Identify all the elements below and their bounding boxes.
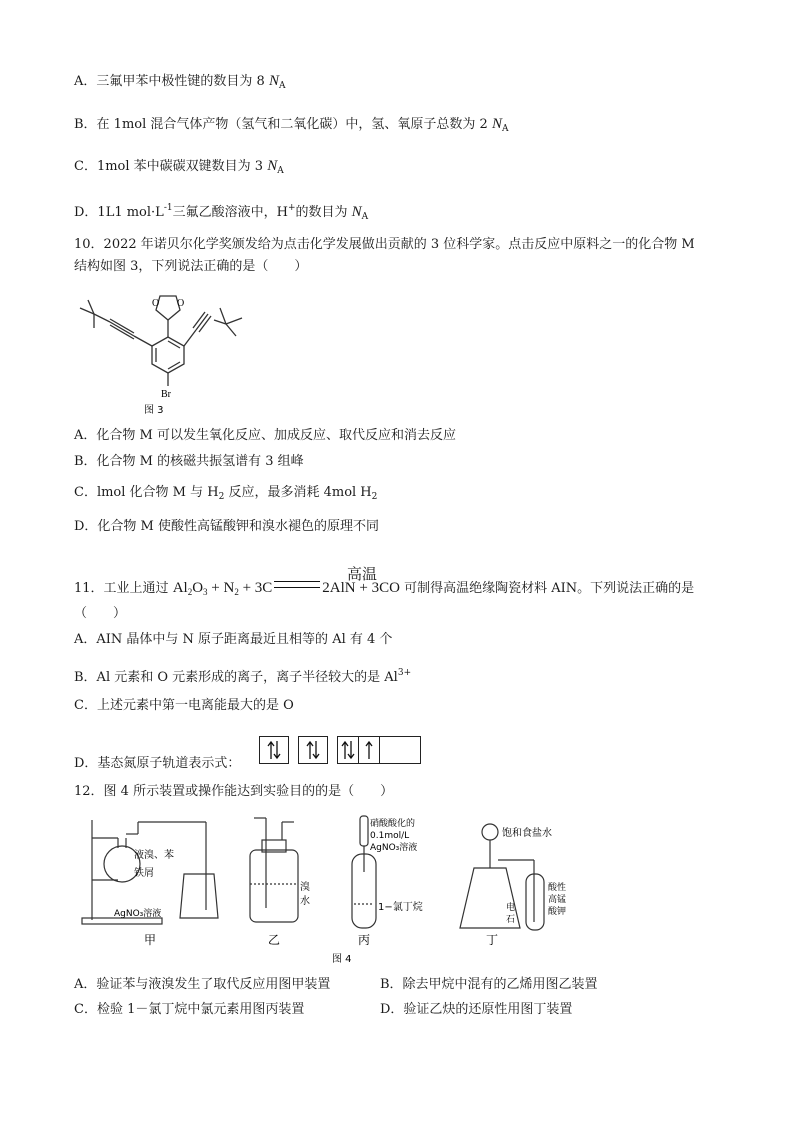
q10-stem-line1: 10．2022 年诺贝尔化学奖颁发给为点击化学发展做出贡献的 3 位科学家。点击反应中原料之一的化合物 M <box>74 237 695 252</box>
q9-option-a <box>74 72 285 95</box>
q11-option-d: D．基态氮原子轨道表示式： <box>74 756 241 771</box>
avogadro-sub: A <box>278 81 286 91</box>
label-iron-filings: 铁屑 <box>134 868 154 879</box>
dropper <box>360 816 368 846</box>
label-ding: 丁 <box>486 933 499 947</box>
eq-plus-n: + N <box>207 580 235 596</box>
gas-washing-bottle <box>250 850 298 922</box>
q12-stem: 12．图 4 所示装置或操作能达到实验目的的是（ ） <box>74 784 394 799</box>
paired-spin-icon <box>339 739 357 761</box>
q11-option-c: C．上述元素中第一电离能最大的是 O <box>74 698 294 713</box>
label-bromine-water-2: 水 <box>300 896 310 907</box>
bromine-label: Br <box>161 389 171 400</box>
paired-spin-icon <box>303 739 323 761</box>
label-bromine-water-1: 溴 <box>300 882 310 893</box>
eq-o-sub: 3 <box>203 587 208 597</box>
q9-b-text: B．在 1mol 混合气体产物（氢气和二氧化碳）中，氢、氧原子总数为 2 <box>74 117 492 132</box>
avogadro-symbol: N <box>267 158 278 174</box>
avogadro-symbol: N <box>351 204 362 220</box>
q11-tail: 可制得高温绝缘陶瓷材料 AIN。下列说法正确的是 <box>399 581 695 596</box>
orbital-2p-y <box>359 737 380 763</box>
benzene-ring <box>152 337 184 373</box>
avogadro-sub: A <box>501 124 509 134</box>
q12-option-d: D．验证乙炔的还原性用图丁装置 <box>380 1002 573 1017</box>
q10-c-sub2: 2 <box>371 492 378 502</box>
q10-c-pre: C．lmol 化合物 M 与 H <box>74 485 219 500</box>
q11-b-sup: 3+ <box>397 668 412 678</box>
figure-4-caption: 图 4 <box>332 954 352 965</box>
avogadro-sub: A <box>277 166 284 176</box>
q12-option-b: B．除去甲烷中混有的乙烯用图乙装置 <box>380 977 598 992</box>
label-chlorobutane: 1−氯丁烷 <box>378 902 423 913</box>
orbital-2s <box>298 736 328 764</box>
separatory-funnel <box>482 824 498 840</box>
eq-products: 2AlN + 3CO <box>322 580 400 596</box>
erlenmeyer-flask-jia <box>180 874 218 918</box>
q9-c-text: C．1mol 苯中碳碳双键数目为 3 <box>74 159 268 174</box>
q11-paren: （ ） <box>74 606 127 621</box>
q10-option-c <box>74 484 377 506</box>
avogadro-symbol: N <box>491 116 502 132</box>
up-spin-icon <box>360 739 378 761</box>
q9-option-d <box>74 199 368 226</box>
avogadro-symbol: N <box>268 73 279 89</box>
nitrogen-orbital-diagram <box>259 736 430 764</box>
figure-3-caption: 图 3 <box>144 405 164 416</box>
q9-d-text: D．1L1 mol·L <box>74 205 164 220</box>
label-calcium-carbide-1: 电 <box>506 903 516 913</box>
orbital-1s <box>259 736 289 764</box>
q10-option-b: B．化合物 M 的核磁共振氢谱有 3 组峰 <box>74 454 304 469</box>
q9-a-text: A．三氟甲苯中极性键的数目为 8 <box>74 74 269 89</box>
label-nitric-acidified-2: 0.1mol/L <box>370 831 410 841</box>
q10-c-mid: 反应，最多消耗 4mol H <box>224 485 372 500</box>
eq-al-sub: 2 <box>187 587 193 597</box>
figure-4-apparatus <box>78 812 718 972</box>
q9-option-c <box>74 157 284 180</box>
q9-d-exp: -1 <box>163 203 173 213</box>
label-yi: 乙 <box>268 933 281 947</box>
oxygen-label-2: O <box>177 298 185 309</box>
q12-option-a: A．验证苯与液溴发生了取代反应用图甲装置 <box>74 977 331 992</box>
label-nitric-acidified-1: 硝酸酸化的 <box>370 819 416 829</box>
q10-stem-line2: 结构如图 3，下列说法正确的是（ ） <box>74 259 308 274</box>
label-kmno4-2: 高锰 <box>548 895 567 905</box>
oxygen-label-1: O <box>152 298 160 309</box>
q10-option-a: A．化合物 M 可以发生氧化反应、加成反应、取代反应和消去反应 <box>74 428 456 443</box>
label-saturated-brine: 饱和食盐水 <box>502 828 552 839</box>
orbital-2p-z <box>380 737 400 763</box>
label-calcium-carbide-2: 石 <box>506 915 516 925</box>
label-nitric-acidified-3: AgNO₃溶液 <box>370 843 418 853</box>
test-tube-ding <box>526 874 544 930</box>
eq-plus-c: + 3C <box>238 580 273 596</box>
label-bing: 丙 <box>358 933 371 947</box>
q9-option-b <box>74 115 508 138</box>
label-liquid-bromine-benzene: 液溴、苯 <box>134 850 174 861</box>
equilibrium-equals-sign <box>274 581 320 588</box>
avogadro-sub: A <box>361 212 369 222</box>
eq-al: Al <box>172 580 188 596</box>
orbital-2p <box>337 736 421 764</box>
label-kmno4-1: 酸性 <box>548 883 567 893</box>
q12-option-c: C．检验 1－氯丁烷中氯元素用图丙装置 <box>74 1002 305 1017</box>
eq-n-sub: 2 <box>234 587 239 597</box>
q9-d-plus: + <box>287 203 296 213</box>
q9-d-mid: 三氟乙酸溶液中，H <box>172 205 288 220</box>
q11-option-a: A．AIN 晶体中与 N 原子距离最近且相等的 Al 有 4 个 <box>74 632 393 647</box>
reaction-condition: 高温 <box>347 565 378 583</box>
q11-number: 11．工业上通过 <box>74 581 173 596</box>
label-kmno4-3: 酸钾 <box>548 907 567 917</box>
paired-spin-icon <box>264 739 284 761</box>
eq-o: O <box>192 580 204 596</box>
q9-d-mid2: 的数目为 <box>295 205 352 220</box>
q11-option-b <box>74 664 411 687</box>
q11-b-text: B．Al 元素和 O 元素形成的离子，离子半径较大的是 Al <box>74 670 398 685</box>
orbital-2p-x <box>338 737 359 763</box>
label-jia: 甲 <box>144 933 157 947</box>
compound-m-structure <box>70 278 250 418</box>
label-agno3-solution: AgNO₃溶液 <box>114 909 162 919</box>
q11-stem <box>74 565 695 597</box>
q10-c-sub: 2 <box>218 492 225 502</box>
q10-option-d: D．化合物 M 使酸性高锰酸钾和溴水褪色的原理不同 <box>74 519 379 534</box>
